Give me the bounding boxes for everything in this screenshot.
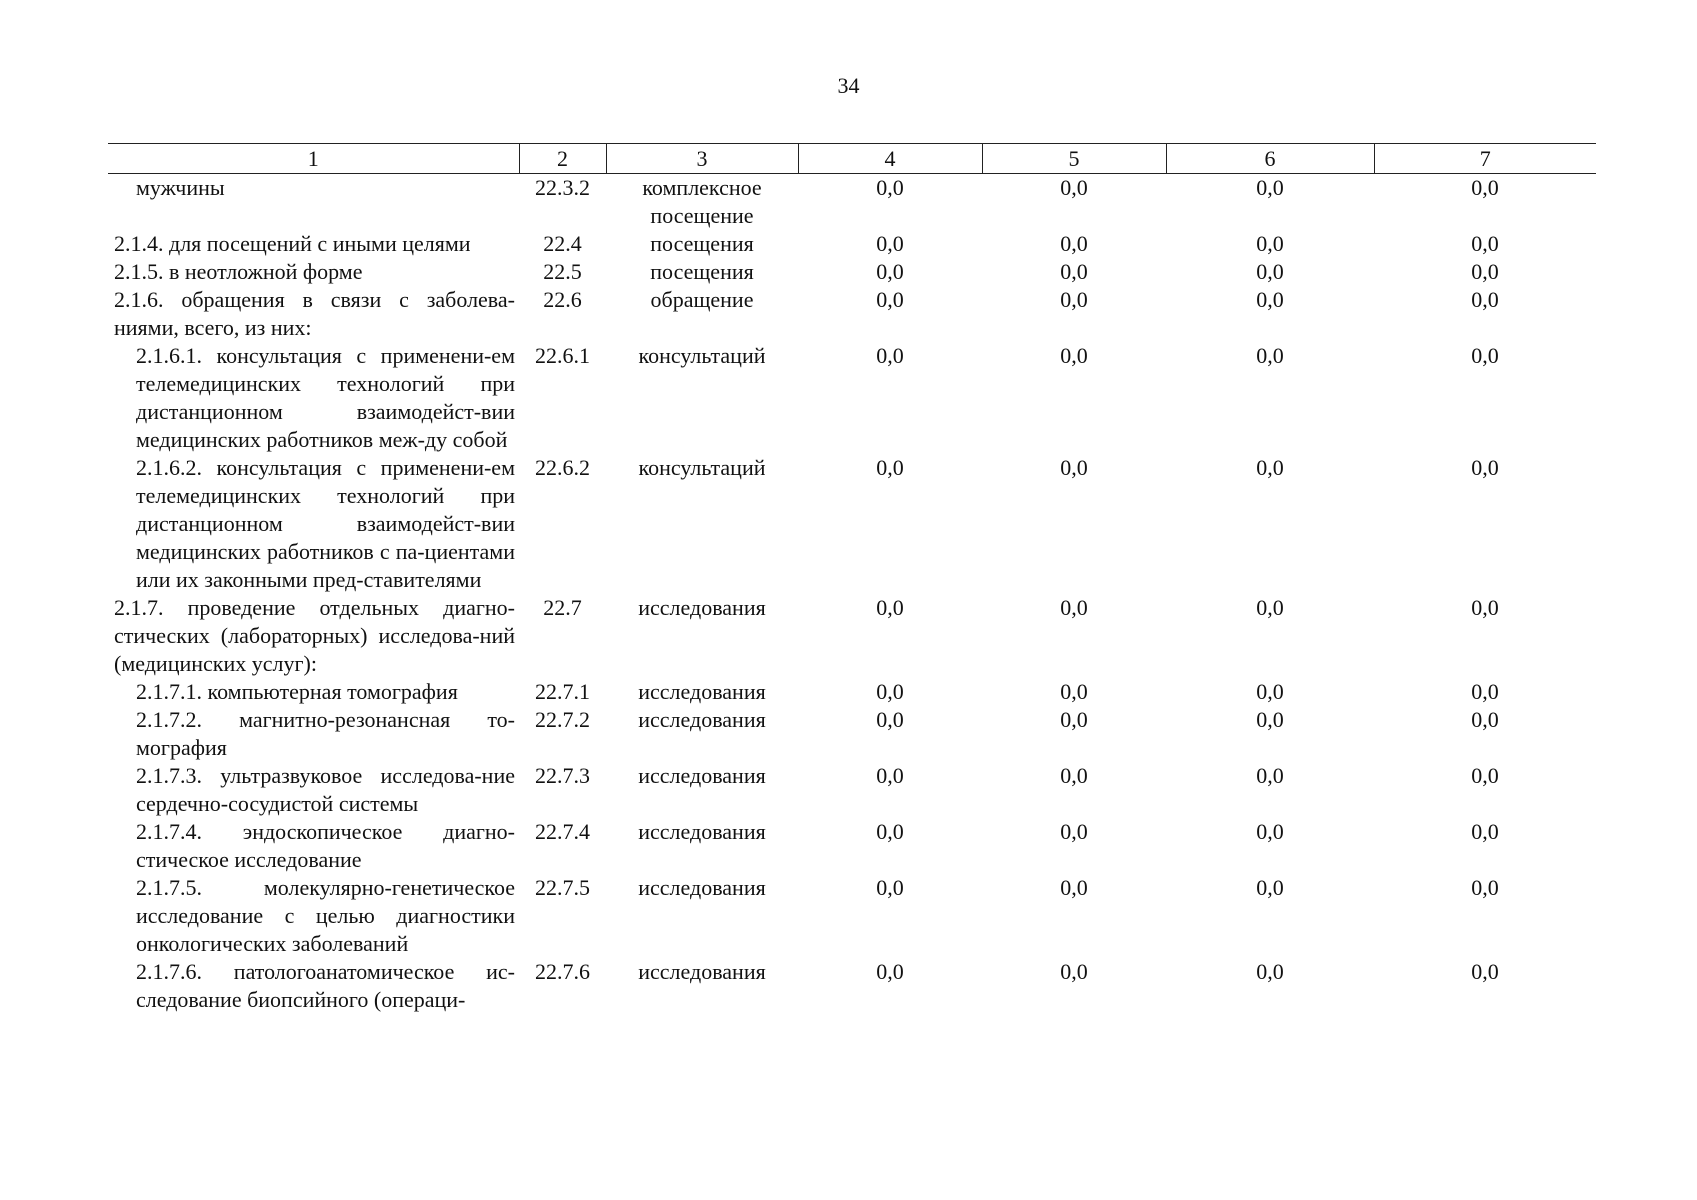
row-value-7: 0,0 (1471, 343, 1499, 368)
row-name: 2.1.7.2. магнитно-резонансная то-мография (136, 707, 515, 760)
row-name: 2.1.5. в неотложной форме (114, 259, 363, 284)
row-value-7: 0,0 (1471, 707, 1499, 732)
table-header (108, 144, 1596, 174)
row-value-4: 0,0 (876, 679, 904, 704)
table-row (108, 818, 1596, 874)
row-code: 22.7.2 (535, 707, 590, 732)
column-header-7: 7 (1374, 144, 1596, 174)
row-value-7: 0,0 (1471, 595, 1499, 620)
table-row (108, 454, 1596, 594)
row-value-7: 0,0 (1471, 763, 1499, 788)
column-header-6: 6 (1166, 144, 1374, 174)
page-number: 34 (837, 73, 860, 98)
table-row (108, 258, 1596, 286)
row-value-6: 0,0 (1256, 707, 1284, 732)
row-value-6: 0,0 (1256, 875, 1284, 900)
column-header-5: 5 (982, 144, 1166, 174)
row-name: 2.1.6. обращения в связи с заболева-ниями, всего, из них: (114, 287, 515, 340)
row-name: мужчины (136, 175, 225, 200)
row-value-5: 0,0 (1060, 763, 1088, 788)
row-value-7: 0,0 (1471, 259, 1499, 284)
row-value-7: 0,0 (1471, 287, 1499, 312)
row-value-4: 0,0 (876, 707, 904, 732)
table-row (108, 174, 1596, 231)
table-row (108, 286, 1596, 342)
row-value-5: 0,0 (1060, 875, 1088, 900)
row-value-6: 0,0 (1256, 343, 1284, 368)
row-unit: исследования (638, 595, 766, 620)
column-header-2: 2 (519, 144, 606, 174)
row-unit: консультаций (638, 343, 766, 368)
row-value-4: 0,0 (876, 595, 904, 620)
row-value-4: 0,0 (876, 343, 904, 368)
row-code: 22.7 (543, 595, 582, 620)
row-value-7: 0,0 (1471, 875, 1499, 900)
row-value-6: 0,0 (1256, 455, 1284, 480)
table-row (108, 874, 1596, 958)
row-code: 22.7.4 (535, 819, 590, 844)
row-value-4: 0,0 (876, 819, 904, 844)
row-unit: посещения (650, 259, 754, 284)
row-value-4: 0,0 (876, 455, 904, 480)
row-value-7: 0,0 (1471, 679, 1499, 704)
table-row (108, 230, 1596, 258)
row-value-4: 0,0 (876, 287, 904, 312)
row-name: 2.1.6.2. консультация с применени-ем телемедицинских технологий при дистанционном взаимодейст-вии медицинских работников с па-циентами или их законными пред-ставителями (136, 455, 515, 592)
row-value-7: 0,0 (1471, 819, 1499, 844)
row-value-7: 0,0 (1471, 959, 1499, 984)
header-row (108, 144, 1596, 174)
row-value-6: 0,0 (1256, 959, 1284, 984)
row-value-5: 0,0 (1060, 259, 1088, 284)
table-row (108, 594, 1596, 678)
row-value-7: 0,0 (1471, 175, 1499, 200)
row-code: 22.6.2 (535, 455, 590, 480)
table-row (108, 958, 1596, 1014)
data-table (108, 143, 1596, 1014)
table-row (108, 342, 1596, 454)
column-header-4: 4 (798, 144, 982, 174)
row-name: 2.1.4. для посещений с иными целями (114, 231, 471, 256)
table-row (108, 762, 1596, 818)
row-value-6: 0,0 (1256, 679, 1284, 704)
row-code: 22.7.6 (535, 959, 590, 984)
column-header-3: 3 (606, 144, 798, 174)
row-value-6: 0,0 (1256, 287, 1284, 312)
row-name: 2.1.6.1. консультация с применени-ем телемедицинских технологий при дистанционном взаимодейст-вии медицинских работников меж-ду собой (136, 343, 515, 452)
row-name: 2.1.7.3. ультразвуковое исследова-ние сердечно-сосудистой системы (136, 763, 515, 816)
row-value-5: 0,0 (1060, 679, 1088, 704)
row-value-4: 0,0 (876, 875, 904, 900)
row-value-6: 0,0 (1256, 259, 1284, 284)
row-value-5: 0,0 (1060, 959, 1088, 984)
row-value-6: 0,0 (1256, 595, 1284, 620)
row-code: 22.3.2 (535, 175, 590, 200)
row-value-5: 0,0 (1060, 287, 1088, 312)
row-value-5: 0,0 (1060, 455, 1088, 480)
row-unit: исследования (638, 679, 766, 704)
row-name: 2.1.7.5. молекулярно-генетическое исследование с целью диагностики онкологических заболеваний (136, 875, 515, 956)
row-code: 22.7.1 (535, 679, 590, 704)
row-value-5: 0,0 (1060, 707, 1088, 732)
row-value-5: 0,0 (1060, 343, 1088, 368)
row-unit: исследования (638, 763, 766, 788)
row-value-4: 0,0 (876, 763, 904, 788)
row-unit: исследования (638, 707, 766, 732)
row-unit: исследования (638, 819, 766, 844)
row-value-5: 0,0 (1060, 231, 1088, 256)
row-name: 2.1.7.1. компьютерная томография (136, 679, 458, 704)
table-body (108, 174, 1596, 1015)
row-code: 22.6 (543, 287, 582, 312)
row-code: 22.7.3 (535, 763, 590, 788)
row-code: 22.5 (543, 259, 582, 284)
table-row (108, 706, 1596, 762)
row-unit: исследования (638, 959, 766, 984)
row-code: 22.7.5 (535, 875, 590, 900)
row-unit: комплексное посещение (642, 175, 762, 228)
row-unit: посещения (650, 231, 754, 256)
row-code: 22.4 (543, 231, 582, 256)
table-row (108, 678, 1596, 706)
row-value-7: 0,0 (1471, 455, 1499, 480)
row-value-6: 0,0 (1256, 175, 1284, 200)
row-code: 22.6.1 (535, 343, 590, 368)
row-value-6: 0,0 (1256, 763, 1284, 788)
row-value-5: 0,0 (1060, 175, 1088, 200)
row-value-4: 0,0 (876, 175, 904, 200)
row-name: 2.1.7.6. патологоанатомическое ис-следование биопсийного (операци- (136, 959, 515, 1012)
row-value-5: 0,0 (1060, 595, 1088, 620)
row-value-5: 0,0 (1060, 819, 1088, 844)
row-value-6: 0,0 (1256, 231, 1284, 256)
row-value-4: 0,0 (876, 959, 904, 984)
row-unit: консультаций (638, 455, 766, 480)
row-name: 2.1.7.4. эндоскопическое диагно-стическое исследование (136, 819, 515, 872)
row-value-4: 0,0 (876, 231, 904, 256)
row-value-4: 0,0 (876, 259, 904, 284)
row-value-7: 0,0 (1471, 231, 1499, 256)
column-header-1: 1 (108, 144, 519, 174)
row-unit: исследования (638, 875, 766, 900)
row-value-6: 0,0 (1256, 819, 1284, 844)
row-unit: обращение (650, 287, 754, 312)
row-name: 2.1.7. проведение отдельных диагно-стических (лабораторных) исследова-ний (медицинских услуг): (114, 595, 515, 676)
